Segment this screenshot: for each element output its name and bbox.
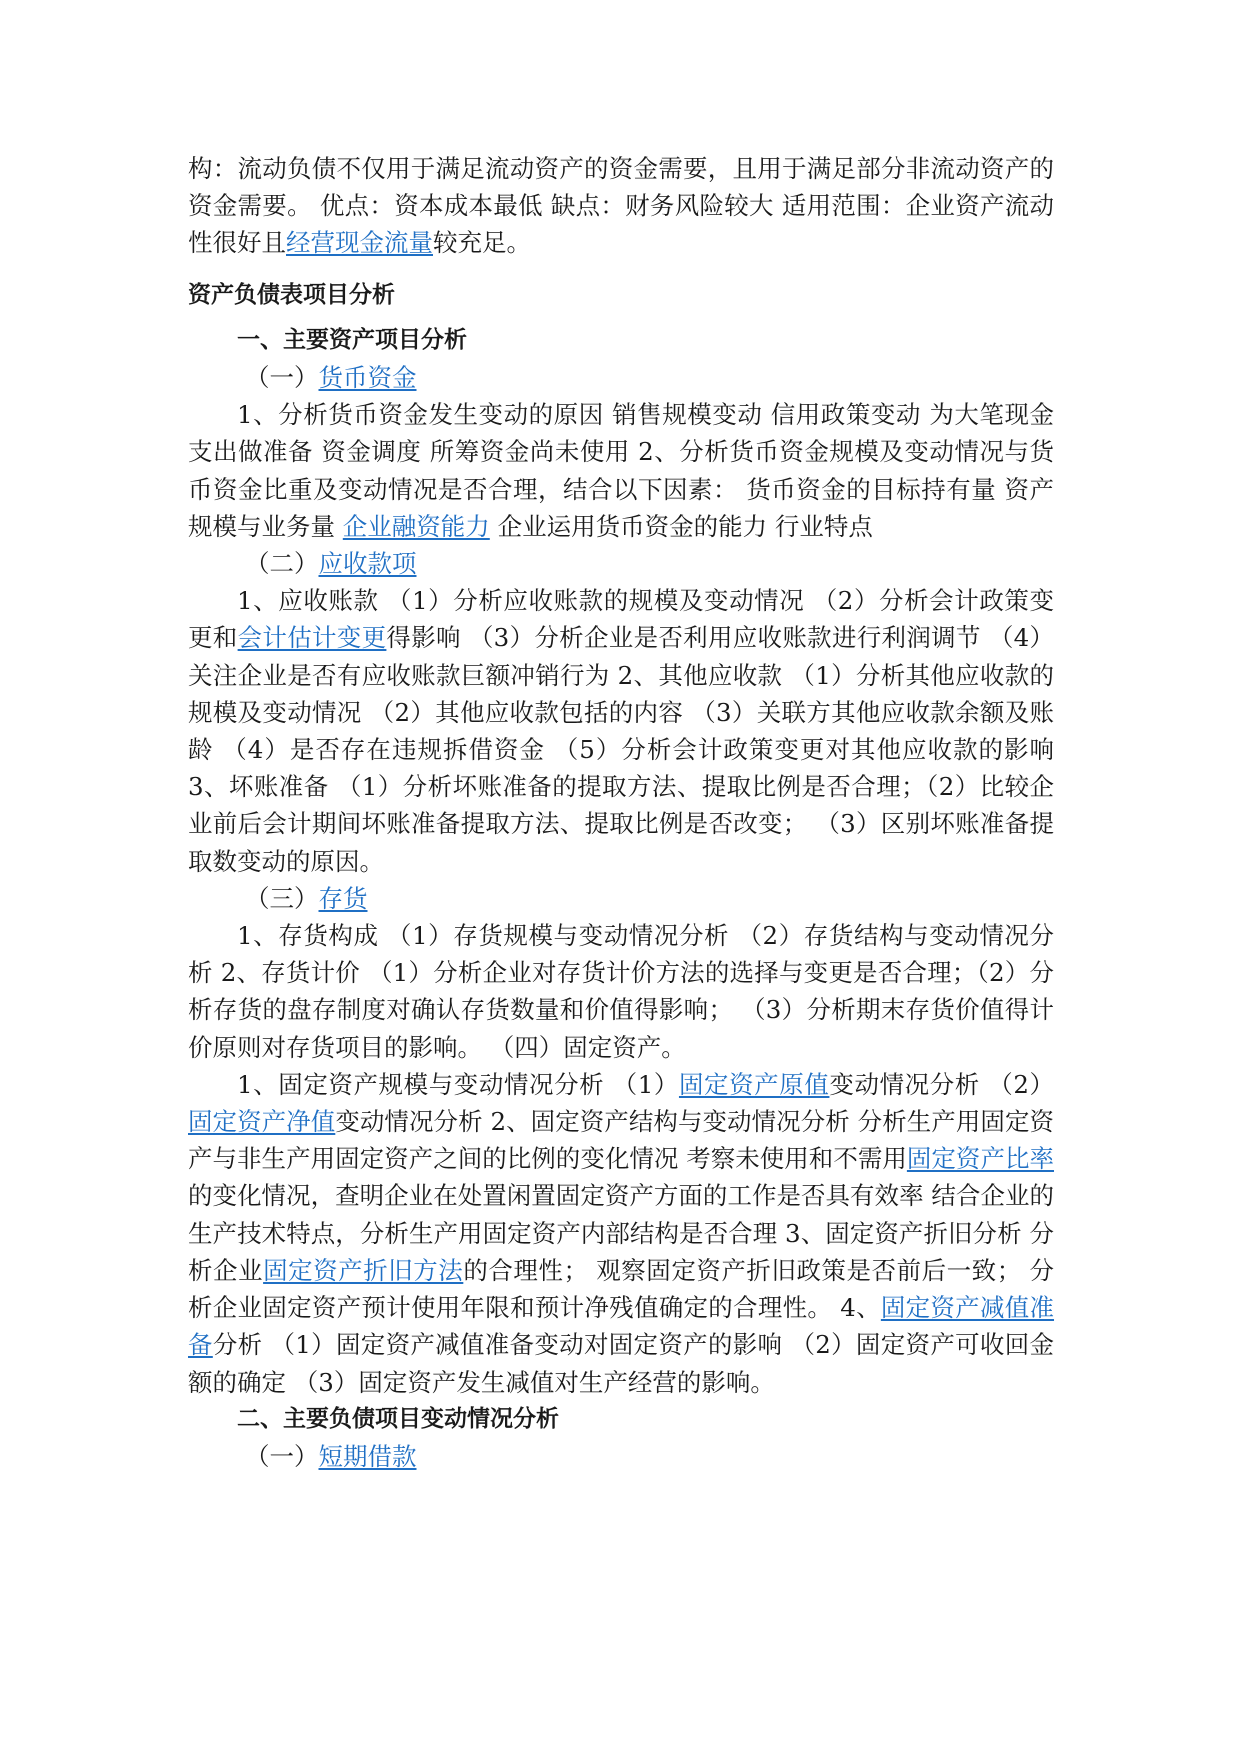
s4-text-6: 分析 （1）固定资产减值准备变动对固定资产的影响 （2）固定资产可收回金额的确定 （3）固定资产发生减值对生产经营的影响。: [188, 1330, 1055, 1397]
link-monetary-funds[interactable]: 货币资金: [318, 363, 417, 393]
s2-text-2: 得影响 （3）分析企业是否利用应收账款进行利润调节 （4）关注企业是否有应收账款巨额冲销行为 2、其他应收款 （1）分析其他应收款的规模及变动情况 （2）其他应收款包括的内容 （3）关联方其他应收款余额及账龄 （4）是否存在违规拆借资金 （5）分析会计政策变更对其他应收款的影响 3、坏账准备 （1）分析坏账准备的提取方法、提取比例是否合理；（2）比较企业前后会计期间坏账准备提取方法、提取比例是否改变； （3）区别坏账准备提取数变动的原因。: [188, 623, 1055, 876]
link-operating-cash-flow[interactable]: 经营现金流量: [286, 228, 433, 258]
s3-prefix: （三）: [245, 883, 319, 913]
s3-heading: [188, 880, 1054, 917]
intro-paragraph: [188, 150, 1054, 262]
s1-heading: [188, 359, 1054, 396]
s2-prefix: （二）: [245, 549, 319, 579]
link-short-term-loans[interactable]: 短期借款: [318, 1441, 417, 1471]
part1-heading: 一、主要资产项目分析: [237, 326, 467, 353]
link-financing-capacity[interactable]: 企业融资能力: [342, 511, 490, 541]
s1-text-2: 企业运用货币资金的能力 行业特点: [489, 511, 873, 541]
link-receivables[interactable]: 应收款项: [318, 549, 417, 579]
s2-heading: [188, 545, 1054, 582]
s4-paragraph: [188, 1066, 1054, 1401]
s1-text-1: 1、分析货币资金发生变动的原因 销售规模变动 信用政策变动 为大笔现金支出做准备 资金调度 所筹资金尚未使用 2、分析货币资金规模及变动情况与货币资金比重及变动情况是否合理，结合以下因素： 货币资金的目标持有量 资产规模与业务量: [188, 400, 1054, 541]
link-fixed-asset-net-value[interactable]: 固定资产净值: [188, 1107, 336, 1137]
s4-text-1: 1、固定资产规模与变动情况分析 （1）: [237, 1069, 679, 1099]
link-accounting-estimate-change[interactable]: 会计估计变更: [237, 623, 387, 653]
link-depreciation-method[interactable]: 固定资产折旧方法: [263, 1255, 464, 1285]
s4-text-4: 的变化情况，查明企业在处置闲置固定资产方面的工作是否具有效率 结合企业的生产技术特点，分析生产用固定资产内部结构是否合理 3、固定资产折旧分析 分析企业: [188, 1181, 1054, 1285]
s2-paragraph: [188, 582, 1054, 880]
link-impairment-provision[interactable]: 固定资产减值准备: [188, 1293, 1055, 1360]
s2-text-1: 1、应收账款 （1）分析应收账款的规模及变动情况 （2）分析会计政策变更和: [188, 586, 1054, 653]
part2-heading: 二、主要负债项目变动情况分析: [237, 1405, 559, 1432]
s1-prefix: （一）: [245, 363, 319, 393]
link-fixed-asset-original-value[interactable]: 固定资产原值: [678, 1069, 830, 1099]
s3-text-1: 1、存货构成 （1）存货规模与变动情况分析 （2）存货结构与变动情况分析 2、存货计价 （1）分析企业对存货计价方法的选择与变更是否合理；（2）分析存货的盘存制度对确认存货数量和价值得影响； （3）分析期末存货价值得计价原则对存货项目的影响。 （四）固定资产。: [188, 921, 1054, 1062]
intro-text-1: 构：流动负债不仅用于满足流动资产的资金需要，且用于满足部分非流动资产的资金需要。 优点：资本成本最低 缺点：财务风险较大 适用范围：企业资产流动性很好且: [188, 154, 1054, 258]
s3-paragraph: [188, 917, 1054, 1066]
s4-text-3: 变动情况分析 2、固定资产结构与变动情况分析 分析生产用固定资产与非生产用固定资产之间的比例的变化情况 考察未使用和不需用: [188, 1107, 1054, 1174]
p2s1-heading: [188, 1438, 1054, 1475]
intro-text-2: 较充足。: [433, 228, 531, 258]
p2s1-prefix: （一）: [245, 1441, 319, 1471]
link-inventory[interactable]: 存货: [318, 883, 368, 913]
document-page: [188, 150, 1054, 1475]
s4-text-5: 的合理性； 观察固定资产折旧政策是否前后一致； 分析企业固定资产预计使用年限和预计净残值确定的合理性。 4、: [188, 1255, 1055, 1323]
link-fixed-asset-ratio[interactable]: 固定资产比率: [906, 1144, 1054, 1174]
s4-text-2: 变动情况分析 （2）: [829, 1069, 1054, 1099]
section-title: 资产负债表项目分析: [188, 281, 395, 308]
s1-paragraph: [188, 396, 1054, 545]
